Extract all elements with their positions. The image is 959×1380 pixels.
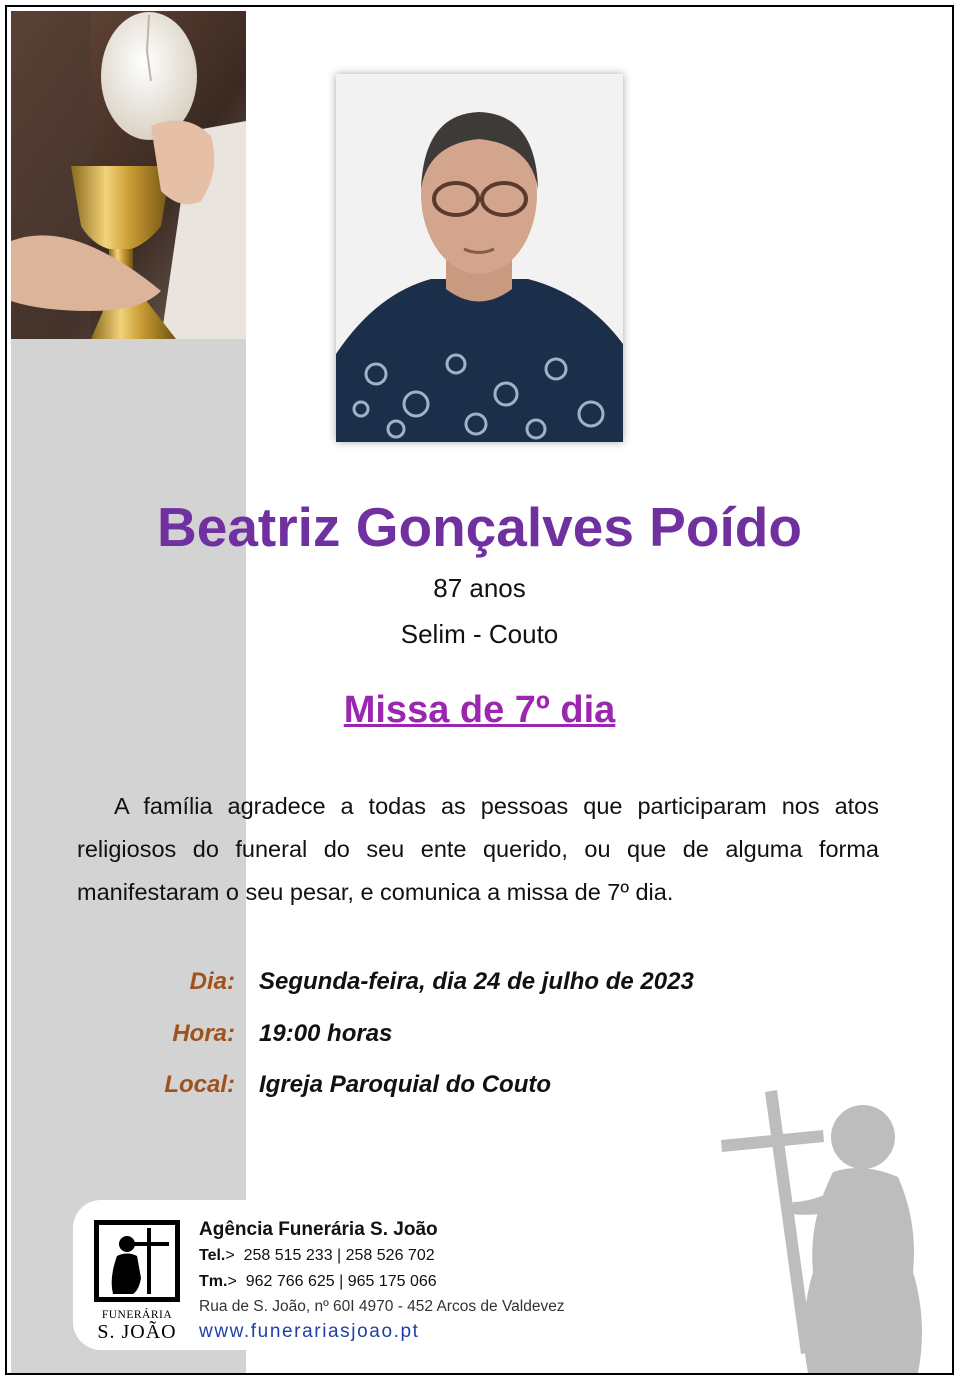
logo-line1: FUNERÁRIA	[101, 1309, 173, 1321]
detail-value: 19:00 horas	[259, 1020, 393, 1047]
detail-value: Igreja Paroquial do Couto	[259, 1071, 552, 1098]
deceased-name: Beatriz Gonçalves Poído	[157, 496, 802, 558]
agency-name: Agência Funerária S. João	[199, 1219, 438, 1240]
phone-label: Tel.	[199, 1247, 226, 1264]
detail-label: Local:	[164, 1071, 235, 1098]
agency-card	[73, 1200, 643, 1350]
logo-line2: S. JOÃO	[97, 1321, 177, 1340]
mobile-label: Tm.	[199, 1273, 228, 1290]
phone-numbers: 258 515 233 | 258 526 702	[243, 1247, 435, 1264]
deceased-place: Selim - Couto	[400, 619, 559, 649]
thanks-message: A família agradece a todas as pessoas que participaram nos atos religiosos do funeral do seu ente querido, ou que de alguma forma manifestaram o seu pesar, e comunica a missa de 7º dia.	[77, 793, 879, 905]
obituary-card	[5, 5, 954, 1375]
deceased-age: 87 anos	[433, 573, 526, 603]
agency-address: Rua de S. João, nº 60I 4970 - 452 Arcos de Valdevez	[199, 1298, 565, 1315]
detail-label: Dia:	[189, 968, 235, 995]
mobile-numbers: 962 766 625 | 965 175 066	[245, 1273, 437, 1290]
portrait-photo	[336, 74, 623, 442]
funeraria-logo	[91, 1218, 183, 1340]
phone-line: Tel.> 258 515 233 | 258 526 702	[199, 1247, 435, 1264]
mobile-line: Tm.> 962 766 625 | 965 175 066	[199, 1273, 437, 1290]
mass-title: Missa de 7º dia	[343, 689, 616, 731]
detail-value: Segunda-feira, dia 24 de julho de 2023	[259, 968, 694, 995]
cross-bearer-silhouette	[713, 1082, 953, 1373]
agency-website[interactable]: www.funerariasjoao.pt	[199, 1321, 420, 1342]
detail-label: Hora:	[172, 1020, 235, 1047]
chalice-host-image	[11, 11, 246, 339]
